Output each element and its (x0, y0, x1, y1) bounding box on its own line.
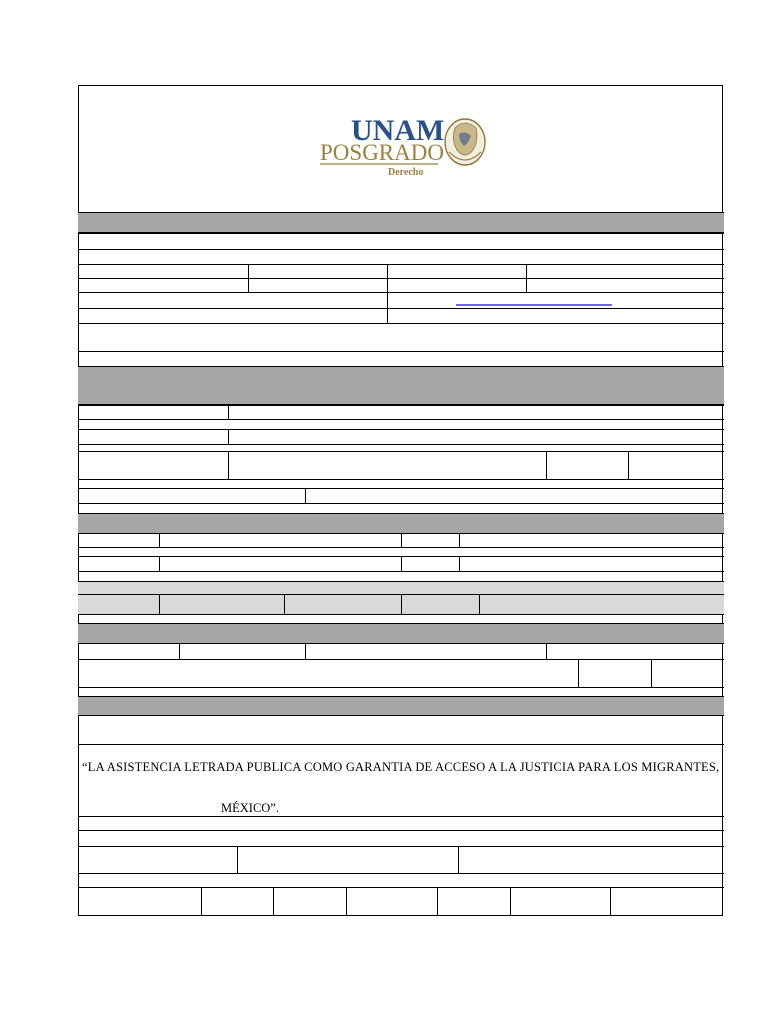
section-band-5 (78, 696, 724, 716)
logo-svg (318, 112, 488, 178)
rule (78, 873, 724, 874)
unam-seal-icon (445, 119, 485, 165)
rule (78, 278, 724, 279)
rule (78, 292, 724, 293)
rule (78, 816, 724, 817)
rule (78, 264, 724, 265)
unam-posgrado-logo (318, 112, 488, 178)
cell-divider (437, 887, 438, 916)
rule (78, 444, 724, 445)
rule (78, 249, 724, 250)
cell-divider (546, 451, 547, 479)
rule (78, 687, 724, 688)
rule (78, 744, 724, 745)
cell-divider (479, 594, 480, 614)
cell-divider (651, 659, 652, 687)
rule (78, 614, 724, 615)
cell-divider (273, 887, 274, 916)
rule (78, 547, 724, 548)
cell-divider (159, 594, 160, 614)
rule (78, 479, 724, 480)
rule (78, 503, 724, 504)
rule (78, 571, 724, 572)
cell-divider (159, 556, 160, 571)
thesis-title-line-2: MÉXICO”. (221, 801, 279, 815)
rule (78, 351, 724, 352)
cell-divider (401, 556, 402, 571)
cell-divider (201, 887, 202, 916)
rule (78, 488, 724, 489)
rule (78, 323, 724, 324)
rule (78, 419, 724, 420)
rule (78, 830, 724, 831)
cell-divider (305, 644, 306, 659)
cell-divider (459, 534, 460, 547)
rule (78, 366, 724, 367)
cell-divider (546, 644, 547, 659)
section-band-3 (78, 513, 724, 534)
cell-divider (179, 644, 180, 659)
email-link-underline (456, 304, 612, 306)
rule (78, 233, 724, 234)
light-row-1 (78, 581, 724, 594)
cell-divider (228, 451, 229, 479)
cell-divider (458, 846, 459, 873)
cell-divider (228, 429, 229, 444)
form-frame (78, 85, 723, 916)
cell-divider (401, 594, 402, 614)
cell-divider (628, 451, 629, 479)
rule (78, 308, 724, 309)
cell-divider (387, 292, 388, 323)
cell-divider (228, 405, 229, 419)
rule (78, 887, 724, 888)
section-band-2 (78, 366, 724, 405)
cell-divider (284, 594, 285, 614)
rule (78, 846, 724, 847)
section-band-1 (78, 212, 724, 233)
rule (78, 581, 724, 582)
cell-divider (578, 659, 579, 687)
cell-divider (610, 887, 611, 916)
thesis-title-line-1: “LA ASISTENCIA LETRADA PUBLICA COMO GARANTIA DE ACCESO A LA JUSTICIA PARA LOS MIGRANTES, (82, 760, 720, 774)
cell-divider (346, 887, 347, 916)
cell-divider (387, 264, 388, 292)
cell-divider (237, 846, 238, 873)
logo-posgrado-text: POSGRADO (320, 140, 444, 165)
cell-divider (526, 264, 527, 292)
cell-divider (159, 534, 160, 547)
rule (78, 429, 724, 430)
cell-divider (459, 556, 460, 571)
rule (78, 405, 724, 406)
cell-divider (510, 887, 511, 916)
cell-divider (248, 264, 249, 292)
section-band-4 (78, 623, 724, 644)
cell-divider (401, 534, 402, 547)
rule (78, 659, 724, 660)
logo-derecho-text: Derecho (388, 167, 424, 178)
logo-unam-text: UNAM (351, 114, 445, 147)
cell-divider (305, 488, 306, 503)
